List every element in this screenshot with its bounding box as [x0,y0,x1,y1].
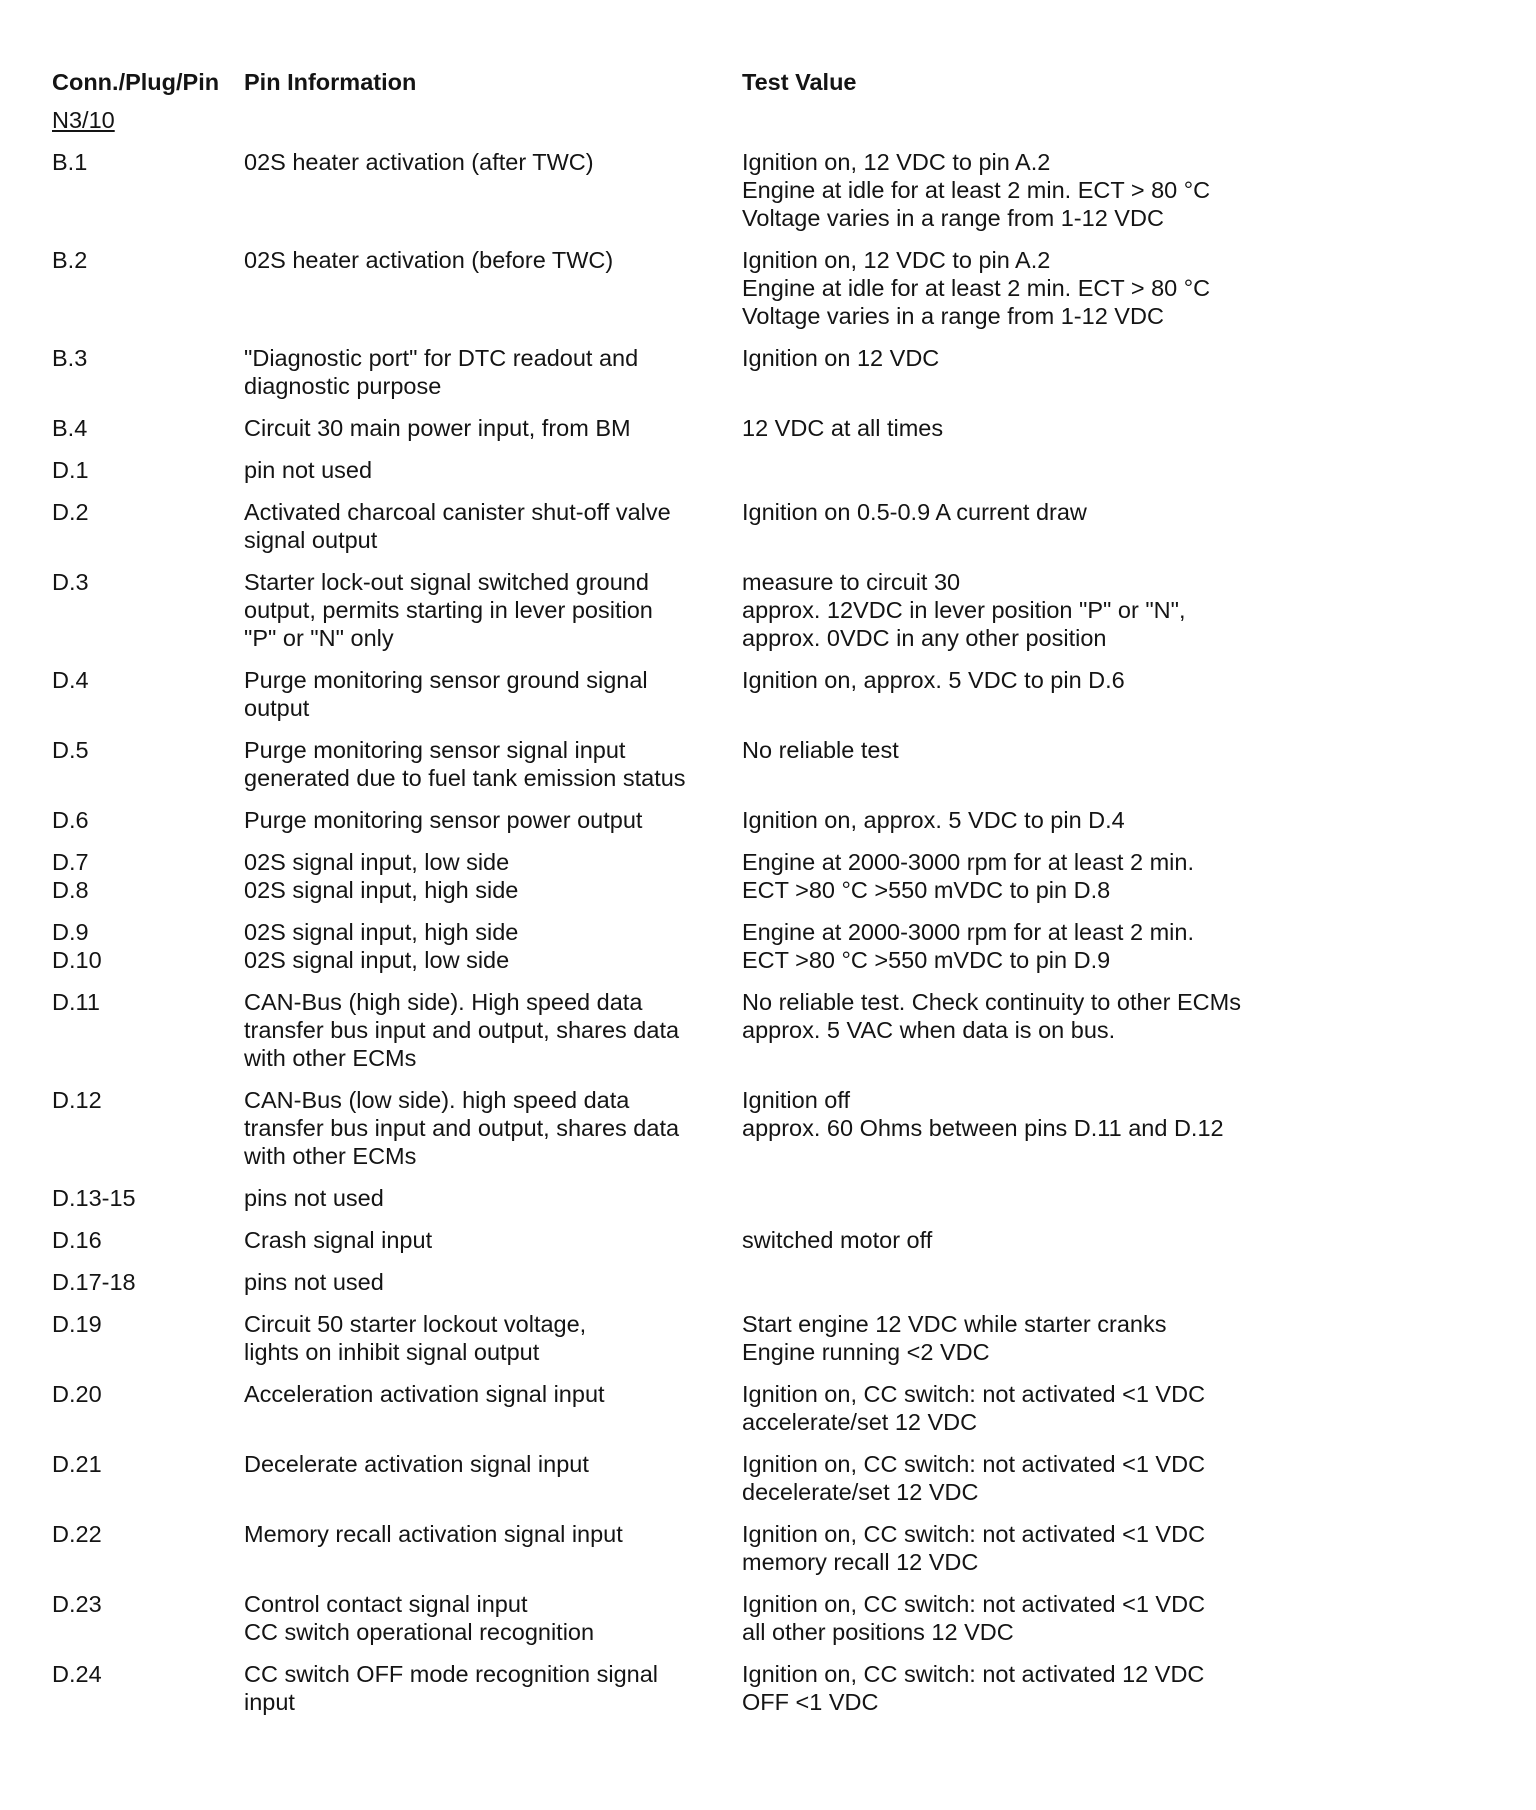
value-cell [742,918,1302,974]
value-cell-line: switched motor off [742,1227,933,1253]
pin-cell-line: D.9 [52,919,89,945]
info-cell [244,1380,742,1408]
pin-cell-line: D.3 [52,569,89,595]
value-cell [742,414,1302,442]
value-cell [742,1380,1302,1436]
info-cell-line: with other ECMs [244,1143,417,1169]
table-row [52,456,1302,484]
info-cell-line: transfer bus input and output, shares data [244,1115,680,1141]
pin-cell [52,1520,244,1548]
value-cell [742,666,1302,694]
value-cell-line: Engine running <2 VDC [742,1339,990,1365]
info-cell [244,498,742,554]
pin-cell-line: D.11 [52,989,100,1015]
table-row [52,848,1302,904]
value-cell [742,1310,1302,1366]
info-cell-line: lights on inhibit signal output [244,1339,540,1365]
info-cell [244,344,742,400]
pin-cell-line: D.13-15 [52,1185,136,1211]
value-cell [742,806,1302,834]
value-cell [742,498,1302,526]
table-row [52,568,1302,652]
info-cell-line: output [244,695,310,721]
value-cell-line: Ignition on, CC switch: not activated <1 VDC [742,1381,1206,1407]
pin-cell-line: B.4 [52,415,88,441]
header-info: Pin Information [244,69,417,95]
pin-cell-line: B.2 [52,247,88,273]
table-row [52,806,1302,834]
info-cell-line: Circuit 30 main power input, from BM [244,415,631,441]
value-cell-line: approx. 0VDC in any other position [742,625,1107,651]
pin-cell-line: D.6 [52,807,89,833]
value-cell-line: Engine at 2000-3000 rpm for at least 2 min. [742,919,1194,945]
pin-cell [52,1268,244,1296]
value-cell-line: OFF <1 VDC [742,1689,879,1715]
pin-cell [52,246,244,274]
pin-cell-line: D.12 [52,1087,102,1113]
info-cell-line: Crash signal input [244,1227,433,1253]
connector-label: N3/10 [52,107,115,133]
pin-cell [52,498,244,526]
pin-cell-line: D.5 [52,737,89,763]
value-cell-line: Engine at 2000-3000 rpm for at least 2 min. [742,849,1194,875]
info-cell-line: CAN-Bus (high side). High speed data [244,989,643,1015]
pin-cell [52,988,244,1016]
pin-cell-line: D.20 [52,1381,102,1407]
info-cell-line: 02S signal input, low side [244,849,510,875]
pin-cell [52,1450,244,1478]
value-cell-line: Ignition on, CC switch: not activated <1 VDC [742,1521,1206,1547]
pin-cell-line: B.3 [52,345,88,371]
value-cell [742,568,1302,652]
value-cell-line: all other positions 12 VDC [742,1619,1014,1645]
pin-cell-line: B.1 [52,149,88,175]
value-cell-line: ECT >80 °C >550 mVDC to pin D.9 [742,947,1111,973]
value-cell [742,736,1302,764]
pin-cell [52,1184,244,1212]
info-cell-line: 02S signal input, high side [244,877,519,903]
info-cell [244,456,742,484]
info-cell [244,1268,742,1296]
table-row [52,1520,1302,1576]
pin-cell-line: D.1 [52,457,89,483]
pin-cell-line: D.19 [52,1311,102,1337]
info-cell [244,1086,742,1170]
info-cell-line: "Diagnostic port" for DTC readout and [244,345,639,371]
info-cell-line: 02S heater activation (before TWC) [244,247,614,273]
info-cell [244,848,742,904]
table-row [52,918,1302,974]
info-cell [244,1450,742,1478]
pin-cell [52,1380,244,1408]
pin-cell-line: D.17-18 [52,1269,136,1295]
pin-cell-line: D.4 [52,667,89,693]
value-cell-line: 12 VDC at all times [742,415,944,441]
pin-cell [52,806,244,834]
info-cell-line: pins not used [244,1269,384,1295]
info-cell-line: Control contact signal input [244,1591,528,1617]
header-value: Test Value [742,69,857,95]
info-cell [244,1226,742,1254]
value-cell-line: Ignition on, 12 VDC to pin A.2 [742,247,1051,273]
value-cell-line: Ignition on 0.5-0.9 A current draw [742,499,1087,525]
pin-table [52,68,1302,1730]
info-cell [244,1520,742,1548]
pin-cell [52,736,244,764]
table-row [52,1380,1302,1436]
pin-cell [52,666,244,694]
table-row [52,414,1302,442]
value-cell-line: Voltage varies in a range from 1-12 VDC [742,303,1164,329]
table-row [52,1184,1302,1212]
table-row [52,1310,1302,1366]
value-cell-line: Voltage varies in a range from 1-12 VDC [742,205,1164,231]
pin-cell [52,918,244,974]
value-cell-line: memory recall 12 VDC [742,1549,979,1575]
value-cell-line: approx. 60 Ohms between pins D.11 and D.12 [742,1115,1224,1141]
value-cell-line: Ignition on, CC switch: not activated <1 VDC [742,1451,1206,1477]
value-cell-line: Ignition on, CC switch: not activated <1 VDC [742,1591,1206,1617]
pin-cell [52,148,244,176]
info-cell-line: 02S signal input, high side [244,919,519,945]
pin-cell [52,344,244,372]
info-cell-line: signal output [244,527,378,553]
info-cell [244,1184,742,1212]
value-cell-line: accelerate/set 12 VDC [742,1409,978,1435]
info-cell-line: 02S heater activation (after TWC) [244,149,594,175]
table-row [52,1590,1302,1646]
info-cell-line: 02S signal input, low side [244,947,510,973]
info-cell [244,148,742,176]
info-cell-line: Circuit 50 starter lockout voltage, [244,1311,587,1337]
pin-cell [52,414,244,442]
table-row [52,1268,1302,1296]
info-cell [244,414,742,442]
pin-cell-line: D.2 [52,499,89,525]
table-row [52,1660,1302,1716]
value-cell [742,1660,1302,1716]
value-cell [742,988,1302,1044]
info-cell [244,918,742,974]
value-cell-line: Ignition on, approx. 5 VDC to pin D.6 [742,667,1125,693]
pin-cell [52,1590,244,1618]
value-cell-line: measure to circuit 30 [742,569,961,595]
info-cell [244,736,742,792]
value-cell [742,246,1302,330]
info-cell-line: Starter lock-out signal switched ground [244,569,649,595]
info-cell-line: input [244,1689,295,1715]
value-cell-line: Ignition on 12 VDC [742,345,940,371]
pin-cell-line: D.8 [52,877,89,903]
info-cell [244,806,742,834]
table-row [52,1086,1302,1170]
pin-cell-line: D.23 [52,1591,102,1617]
pin-cell-line: D.22 [52,1521,102,1547]
info-cell-line: Memory recall activation signal input [244,1521,623,1547]
info-cell [244,246,742,274]
info-cell [244,666,742,722]
pin-cell [52,1310,244,1338]
info-cell-line: CC switch OFF mode recognition signal [244,1661,659,1687]
info-cell-line: Decelerate activation signal input [244,1451,589,1477]
value-cell-line: Engine at idle for at least 2 min. ECT > 80 °C [742,177,1211,203]
pin-cell-line: D.10 [52,947,102,973]
value-cell [742,1226,1302,1254]
pin-cell [52,456,244,484]
value-cell-line: approx. 5 VAC when data is on bus. [742,1017,1116,1043]
value-cell-line: ECT >80 °C >550 mVDC to pin D.8 [742,877,1111,903]
table-row [52,1226,1302,1254]
info-cell [244,988,742,1072]
value-cell-line: approx. 12VDC in lever position "P" or "N", [742,597,1186,623]
value-cell [742,1590,1302,1646]
value-cell [742,148,1302,232]
value-cell [742,1450,1302,1506]
pin-cell-line: D.7 [52,849,89,875]
value-cell-line: decelerate/set 12 VDC [742,1479,979,1505]
pin-cell-line: D.21 [52,1451,102,1477]
info-cell-line: diagnostic purpose [244,373,442,399]
table-row [52,988,1302,1072]
value-cell [742,1520,1302,1576]
info-cell-line: pins not used [244,1185,384,1211]
info-cell-line: Acceleration activation signal input [244,1381,605,1407]
table-row [52,148,1302,232]
pin-cell [52,1660,244,1688]
table-row [52,1450,1302,1506]
info-cell-line: "P" or "N" only [244,625,394,651]
value-cell-line: Ignition on, approx. 5 VDC to pin D.4 [742,807,1125,833]
info-cell [244,1660,742,1716]
info-cell-line: Purge monitoring sensor signal input [244,737,626,763]
info-cell-line: pin not used [244,457,373,483]
info-cell [244,1310,742,1366]
info-cell-line: with other ECMs [244,1045,417,1071]
value-cell-line: No reliable test [742,737,899,763]
value-cell [742,1086,1302,1142]
info-cell-line: output, permits starting in lever position [244,597,653,623]
value-cell [742,848,1302,904]
info-cell-line: Purge monitoring sensor ground signal [244,667,648,693]
table-row [52,344,1302,400]
value-cell-line: Engine at idle for at least 2 min. ECT > 80 °C [742,275,1211,301]
header-pin: Conn./Plug/Pin [52,69,220,95]
info-cell-line: Activated charcoal canister shut-off valve [244,499,671,525]
pin-cell [52,1226,244,1254]
table-row [52,498,1302,554]
value-cell-line: No reliable test. Check continuity to other ECMs [742,989,1241,1015]
value-cell-line: Ignition off [742,1087,851,1113]
info-cell [244,1590,742,1646]
pin-cell [52,848,244,904]
info-cell-line: CAN-Bus (low side). high speed data [244,1087,630,1113]
info-cell-line: CC switch operational recognition [244,1619,595,1645]
pin-cell [52,568,244,596]
info-cell [244,568,742,652]
table-header [52,68,1302,96]
table-body [52,148,1302,1716]
table-row [52,736,1302,792]
value-cell-line: Start engine 12 VDC while starter cranks [742,1311,1167,1337]
info-cell-line: generated due to fuel tank emission status [244,765,686,791]
value-cell-line: Ignition on, 12 VDC to pin A.2 [742,149,1051,175]
table-row [52,246,1302,330]
pin-cell-line: D.16 [52,1227,102,1253]
table-row [52,666,1302,722]
pin-cell-line: D.24 [52,1661,102,1687]
pin-cell [52,1086,244,1114]
info-cell-line: transfer bus input and output, shares data [244,1017,680,1043]
value-cell [742,344,1302,372]
info-cell-line: Purge monitoring sensor power output [244,807,643,833]
value-cell-line: Ignition on, CC switch: not activated 12 VDC [742,1661,1205,1687]
